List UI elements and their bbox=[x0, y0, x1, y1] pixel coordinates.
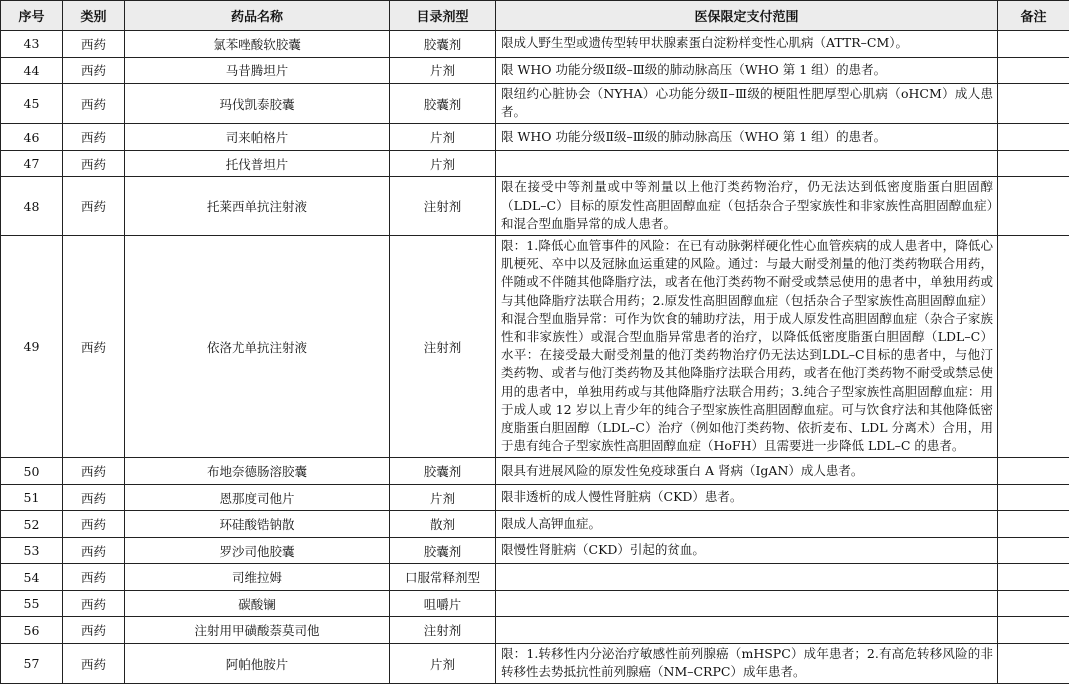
cell-drug-name: 阿帕他胺片 bbox=[125, 643, 390, 683]
cell-drug-name: 司来帕格片 bbox=[125, 124, 390, 151]
cell-index: 50 bbox=[1, 458, 63, 485]
cell-index: 56 bbox=[1, 617, 63, 644]
cell-drug-name: 罗沙司他胶囊 bbox=[125, 537, 390, 564]
header-dosage-form: 目录剂型 bbox=[390, 1, 496, 31]
cell-category: 西药 bbox=[63, 236, 125, 458]
cell-drug-name: 托莱西单抗注射液 bbox=[125, 177, 390, 236]
header-scope: 医保限定支付范围 bbox=[496, 1, 998, 31]
table-row bbox=[1, 617, 1069, 644]
table-row bbox=[1, 537, 1069, 564]
cell-remarks bbox=[998, 511, 1069, 538]
cell-category: 西药 bbox=[63, 511, 125, 538]
cell-drug-name: 恩那度司他片 bbox=[125, 484, 390, 511]
cell-dosage-form: 注射剂 bbox=[390, 236, 496, 458]
header-remarks: 备注 bbox=[998, 1, 1069, 31]
cell-remarks bbox=[998, 564, 1069, 591]
cell-category: 西药 bbox=[63, 564, 125, 591]
cell-remarks bbox=[998, 57, 1069, 84]
cell-drug-name: 托伐普坦片 bbox=[125, 150, 390, 177]
cell-category: 西药 bbox=[63, 150, 125, 177]
header-index: 序号 bbox=[1, 1, 63, 31]
cell-dosage-form: 胶囊剂 bbox=[390, 537, 496, 564]
table-row bbox=[1, 177, 1069, 236]
table-row bbox=[1, 31, 1069, 58]
table-row bbox=[1, 124, 1069, 151]
cell-remarks bbox=[998, 177, 1069, 236]
cell-index: 53 bbox=[1, 537, 63, 564]
cell-scope: 限具有进展风险的原发性免疫球蛋白 A 肾病（IgAN）成人患者。 bbox=[496, 458, 998, 485]
cell-scope: 限成人高钾血症。 bbox=[496, 511, 998, 538]
cell-category: 西药 bbox=[63, 31, 125, 58]
cell-index: 54 bbox=[1, 564, 63, 591]
cell-category: 西药 bbox=[63, 84, 125, 124]
cell-dosage-form: 片剂 bbox=[390, 150, 496, 177]
cell-remarks bbox=[998, 643, 1069, 683]
table-row bbox=[1, 484, 1069, 511]
cell-category: 西药 bbox=[63, 57, 125, 84]
cell-dosage-form: 注射剂 bbox=[390, 177, 496, 236]
cell-category: 西药 bbox=[63, 643, 125, 683]
cell-remarks bbox=[998, 537, 1069, 564]
cell-index: 52 bbox=[1, 511, 63, 538]
cell-category: 西药 bbox=[63, 177, 125, 236]
header-drug-name: 药品名称 bbox=[125, 1, 390, 31]
cell-category: 西药 bbox=[63, 617, 125, 644]
cell-drug-name: 依洛尤单抗注射液 bbox=[125, 236, 390, 458]
cell-remarks bbox=[998, 84, 1069, 124]
cell-drug-name: 司维拉姆 bbox=[125, 564, 390, 591]
cell-scope: 限在接受中等剂量或中等剂量以上他汀类药物治疗，仍无法达到低密度脂蛋白胆固醇（LDL–C）目标的原发性高胆固醇血症（包括杂合子型家族性和非家族性高胆固醇血症）和混合型血脂异常的成人患者。 bbox=[496, 177, 998, 236]
table-row bbox=[1, 564, 1069, 591]
cell-drug-name: 氯苯唑酸软胶囊 bbox=[125, 31, 390, 58]
table-row bbox=[1, 643, 1069, 683]
cell-index: 49 bbox=[1, 236, 63, 458]
cell-index: 57 bbox=[1, 643, 63, 683]
cell-scope: 限：1.降低心血管事件的风险：在已有动脉粥样硬化性心血管疾病的成人患者中，降低心肌梗死、卒中以及冠脉血运重建的风险。通过：与最大耐受剂量的他汀类药物联合用药，伴随或不伴随其他降脂疗法，或者在他汀类药物不耐受或禁忌使用的患者中，单独用药或与其他降脂疗法联合用药；2.原发性高胆固醇血症（包括杂合子型家族性高胆固醇血症）和混合型血脂异常：可作为饮食的辅助疗法，用于成人原发性高胆固醇血症（杂合子家族性和非家族性）或混合型血脂异常患者的治疗，以降低低密度脂蛋白胆固醇（LDL–C）水平：在接受最大耐受剂量的他汀类药物治疗仍无法达到LDL–C目标的患者中，与他汀类药物、或者与他汀类药物及其他降脂疗法联合用药，或者在他汀类药物不耐受或禁忌使用的患者中，单独用药或与其他降脂疗法联合用药；3.纯合子型家族性高胆固醇血症：用于成人或 12 岁以上青少年的纯合子型家族性高胆固醇血症。可与饮食疗法和其他降低密度脂蛋白胆固醇（LDL–C）治疗（例如他汀类药物、依折麦布、LDL 分离术）合用，用于患有纯合子型家族性高胆固醇血症（HoFH）且需要进一步降低 LDL–C 的患者。 bbox=[496, 236, 998, 458]
cell-dosage-form: 片剂 bbox=[390, 484, 496, 511]
cell-remarks bbox=[998, 458, 1069, 485]
cell-index: 46 bbox=[1, 124, 63, 151]
cell-index: 51 bbox=[1, 484, 63, 511]
cell-remarks bbox=[998, 484, 1069, 511]
table-row bbox=[1, 590, 1069, 617]
cell-scope: 限 WHO 功能分级Ⅱ级–Ⅲ级的肺动脉高压（WHO 第 1 组）的患者。 bbox=[496, 57, 998, 84]
table-row bbox=[1, 511, 1069, 538]
cell-drug-name: 碳酸镧 bbox=[125, 590, 390, 617]
cell-index: 43 bbox=[1, 31, 63, 58]
table-row bbox=[1, 150, 1069, 177]
cell-scope bbox=[496, 564, 998, 591]
cell-category: 西药 bbox=[63, 124, 125, 151]
cell-dosage-form: 口服常释剂型 bbox=[390, 564, 496, 591]
cell-dosage-form: 胶囊剂 bbox=[390, 31, 496, 58]
cell-remarks bbox=[998, 236, 1069, 458]
cell-drug-name: 玛伐凯泰胶囊 bbox=[125, 84, 390, 124]
table-row bbox=[1, 236, 1069, 458]
header-row bbox=[1, 1, 1069, 31]
cell-scope: 限纽约心脏协会（NYHA）心功能分级Ⅱ–Ⅲ级的梗阻性肥厚型心肌病（oHCM）成人患者。 bbox=[496, 84, 998, 124]
cell-index: 47 bbox=[1, 150, 63, 177]
cell-category: 西药 bbox=[63, 484, 125, 511]
cell-remarks bbox=[998, 617, 1069, 644]
cell-category: 西药 bbox=[63, 590, 125, 617]
cell-scope bbox=[496, 590, 998, 617]
cell-scope: 限成人野生型或遗传型转甲状腺素蛋白淀粉样变性心肌病（ATTR–CM）。 bbox=[496, 31, 998, 58]
cell-remarks bbox=[998, 124, 1069, 151]
cell-scope: 限 WHO 功能分级Ⅱ级–Ⅲ级的肺动脉高压（WHO 第 1 组）的患者。 bbox=[496, 124, 998, 151]
table-row bbox=[1, 458, 1069, 485]
cell-index: 44 bbox=[1, 57, 63, 84]
cell-drug-name: 布地奈德肠溶胶囊 bbox=[125, 458, 390, 485]
table-row bbox=[1, 57, 1069, 84]
cell-dosage-form: 片剂 bbox=[390, 124, 496, 151]
cell-dosage-form: 胶囊剂 bbox=[390, 458, 496, 485]
cell-remarks bbox=[998, 150, 1069, 177]
cell-scope bbox=[496, 150, 998, 177]
cell-remarks bbox=[998, 31, 1069, 58]
cell-index: 48 bbox=[1, 177, 63, 236]
cell-drug-name: 环硅酸锆钠散 bbox=[125, 511, 390, 538]
table-body bbox=[1, 31, 1069, 684]
cell-dosage-form: 咀嚼片 bbox=[390, 590, 496, 617]
cell-drug-name: 马昔腾坦片 bbox=[125, 57, 390, 84]
cell-category: 西药 bbox=[63, 458, 125, 485]
table-row bbox=[1, 84, 1069, 124]
cell-dosage-form: 片剂 bbox=[390, 643, 496, 683]
cell-dosage-form: 片剂 bbox=[390, 57, 496, 84]
cell-category: 西药 bbox=[63, 537, 125, 564]
cell-dosage-form: 注射剂 bbox=[390, 617, 496, 644]
cell-scope bbox=[496, 617, 998, 644]
cell-index: 45 bbox=[1, 84, 63, 124]
cell-remarks bbox=[998, 590, 1069, 617]
cell-dosage-form: 散剂 bbox=[390, 511, 496, 538]
cell-drug-name: 注射用甲磺酸萘莫司他 bbox=[125, 617, 390, 644]
cell-scope: 限非透析的成人慢性肾脏病（CKD）患者。 bbox=[496, 484, 998, 511]
cell-index: 55 bbox=[1, 590, 63, 617]
header-category: 类别 bbox=[63, 1, 125, 31]
cell-scope: 限：1.转移性内分泌治疗敏感性前列腺癌（mHSPC）成年患者；2.有高危转移风险的非转移性去势抵抗性前列腺癌（NM–CRPC）成年患者。 bbox=[496, 643, 998, 683]
cell-dosage-form: 胶囊剂 bbox=[390, 84, 496, 124]
cell-scope: 限慢性肾脏病（CKD）引起的贫血。 bbox=[496, 537, 998, 564]
